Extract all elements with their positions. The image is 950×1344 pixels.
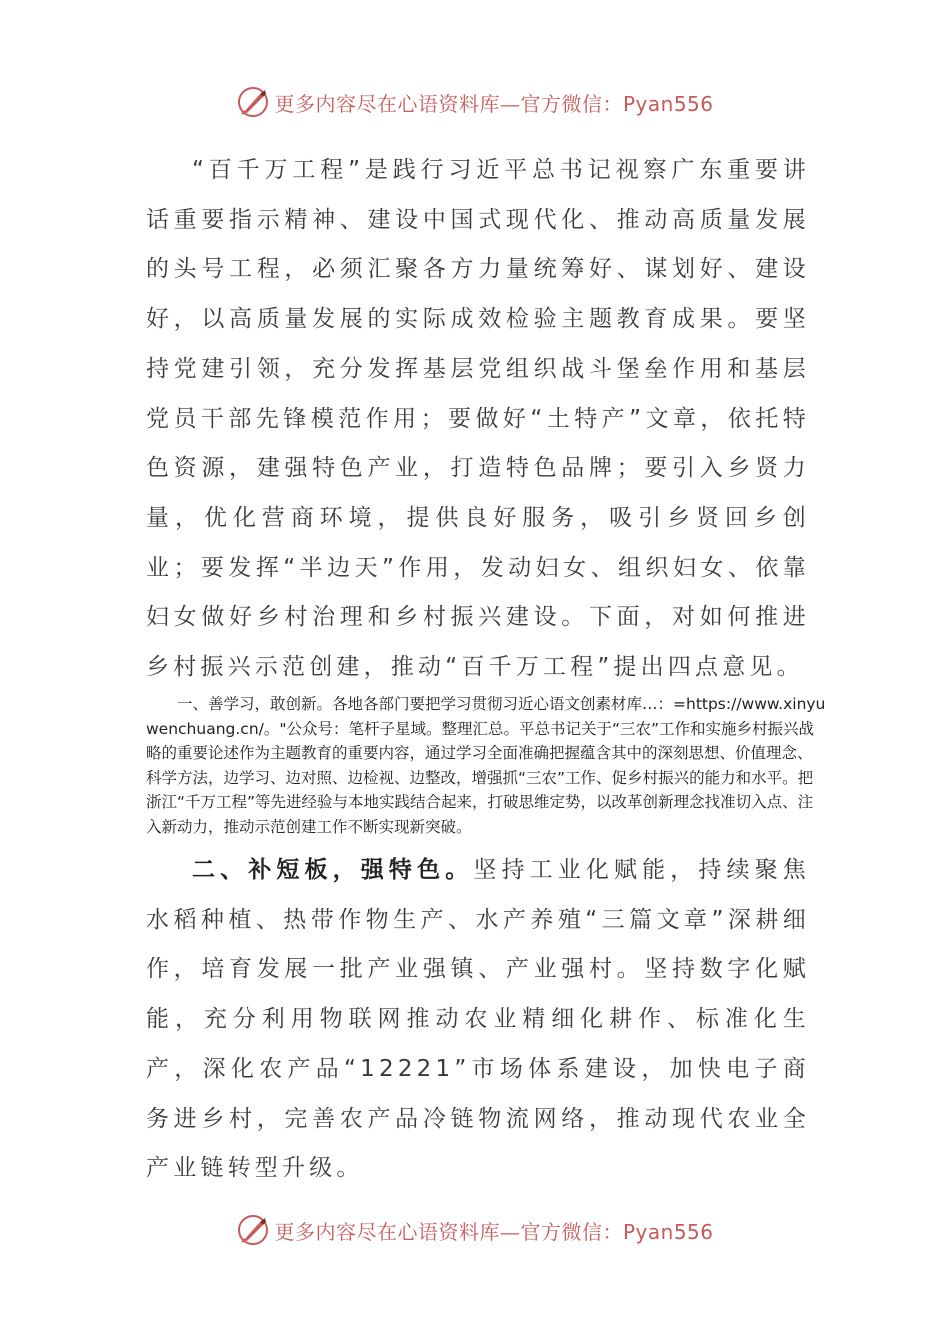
banner-wechat-id: Pyan556 [622,91,714,116]
point-two-heading: 二、补短板，强特色。 [192,857,474,883]
point-two-paragraph [146,846,810,1194]
intro-paragraph: “百千万工程”是践行习近平总书记视察广东重要讲话重要指示精神、建设中国式现代化、推动高质量发展的头号工程，必须汇聚各方力量统筹好、谋划好、建设好，以高质量发展的实际成效检验主题教育成果。要坚持党建引领，充分发挥基层党组织战斗堡垒作用和基层党员干部先锋模范作用；要做好“土特产”文章，依托特色资源，建强特色产业，打造特色品牌；要引入乡贤力量，优化营商环境，提供良好服务，吸引乡贤回乡创业；要发挥“半边天”作用，发动妇女、组织妇女、依靠妇女做好乡村治理和乡村振兴建设。下面，对如何推进乡村振兴示范创建，推动“百千万工程”提出四点意见。 [146,157,810,681]
banner-label: 更多内容尽在心语资料库—官方微信： [274,1219,623,1244]
banner-text [274,1216,713,1245]
banner-label: 更多内容尽在心语资料库—官方微信： [274,91,623,116]
banner-text [274,88,713,117]
banner-wechat-id: Pyan556 [622,1219,714,1244]
point-one-paragraph: 一、善学习，敢创新。各地各部门要把学习贯彻习近心语文创素材库…：=https://www.xinyuwenchuang.cn/。"公众号：笔杆子星域。整理汇总。平总书记关于“三农”工作和实施乡村振兴战略的重要论述作为主题教育的重要内容，通过学习全面准确把握蕴含其中的深刻思想、价值理念、科学方法，边学习、边对照、边检视、边整改，增强抓“三农”工作、促乡村振兴的能力和水平。把浙江“千万工程”等先进经验与本地实践结合起来，打破思维定势，以改革创新理念找准切入点、注入新动力，推动示范创建工作不断实现新突破。 [146,695,826,836]
header-banner [0,82,950,122]
point-two-body: 坚持工业化赋能，持续聚焦水稻种植、热带作物生产、水产养殖“三篇文章”深耕细作，培育发展一批产业强镇、产业强村。坚持数字化赋能，充分利用物联网推动农业精细化耕作、标准化生产，深化农产品“12221”市场体系建设，加快电子商务进乡村，完善农产品冷链物流网络，推动现代农业全产业链转型升级。 [146,857,811,1182]
quill-pen-logo-icon [236,85,270,119]
quill-pen-logo-icon [236,1213,270,1247]
footer-banner [0,1210,950,1250]
